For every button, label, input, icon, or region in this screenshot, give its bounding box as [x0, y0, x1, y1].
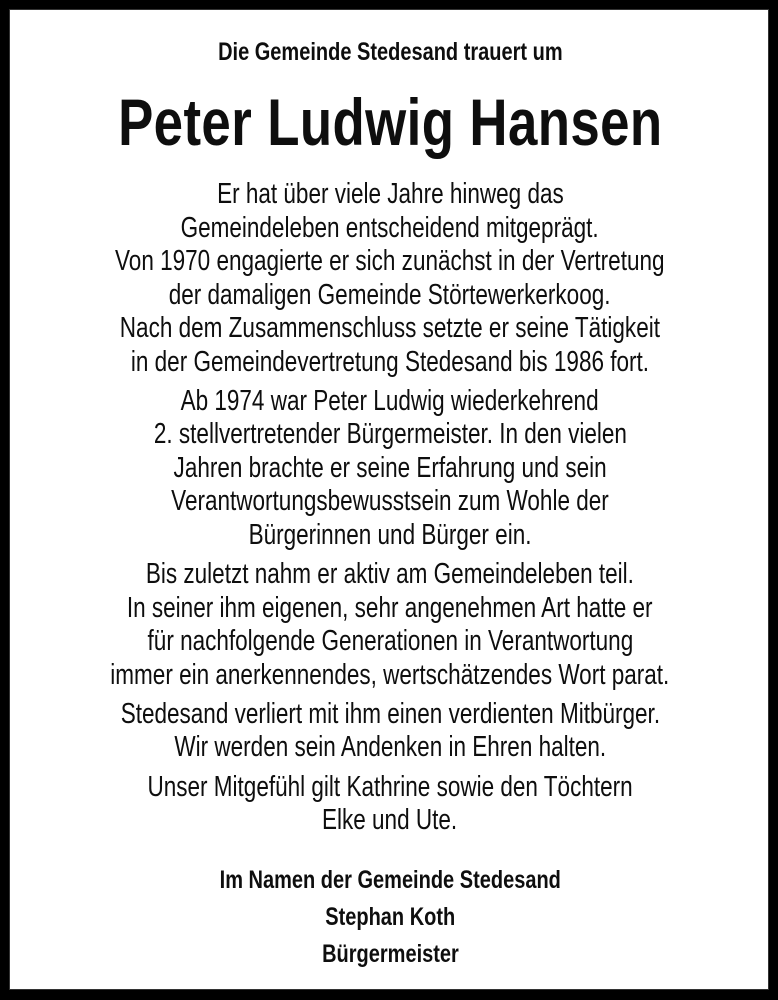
text-line: Elke und Ute. [322, 804, 458, 836]
text-line: Wir werden sein Andenken in Ehren halten. [174, 731, 606, 763]
text-line: Gemeindeleben entscheidend mitgeprägt. [180, 212, 600, 244]
text-line: Bürgerinnen und Bürger ein. [248, 519, 532, 551]
text-line: für nachfolgende Generationen in Verantwortung [147, 625, 633, 657]
text-line: Nach dem Zusammenschluss setzte er seine Tätigkeit [119, 312, 661, 344]
text-line: Ab 1974 war Peter Ludwig wiederkehrend [180, 385, 600, 417]
signature-title: Bürgermeister [321, 940, 459, 968]
text-line: Stedesand verliert mit ihm einen verdienten Mitbürger. [120, 698, 660, 730]
text-line: Von 1970 engagierte er sich zunächst in der Vertretung [115, 245, 665, 277]
text-line: Unser Mitgefühl gilt Kathrine sowie den Töchtern [147, 771, 633, 803]
text-line: der damaligen Gemeinde Störtewerkerkoog. [169, 279, 611, 311]
text-line: in der Gemeindevertretung Stedesand bis 1986 fort. [130, 346, 650, 378]
deceased-name: Peter Ludwig Hansen [117, 85, 663, 159]
text-line: Verantwortungsbewusstsein zum Wohle der [171, 485, 609, 517]
text-line: 2. stellvertretender Bürgermeister. In den vielen [153, 418, 627, 450]
text-line: Bis zuletzt nahm er aktiv am Gemeindeleben teil. [145, 558, 635, 590]
signature-on-behalf: Im Namen der Gemeinde Stedesand [219, 866, 561, 894]
obituary-notice [9, 9, 769, 990]
text-line: immer ein anerkennendes, wertschätzendes Wort parat. [110, 659, 670, 691]
text-line: Er hat über viele Jahre hinweg das [216, 178, 564, 210]
text-line: In seiner ihm eigenen, sehr angenehmen Art hatte er [127, 592, 653, 624]
intro-line: Die Gemeinde Stedesand trauert um [217, 38, 563, 66]
signature-signer: Stephan Koth [325, 903, 455, 931]
text-line: Jahren brachte er seine Erfahrung und sein [173, 452, 607, 484]
